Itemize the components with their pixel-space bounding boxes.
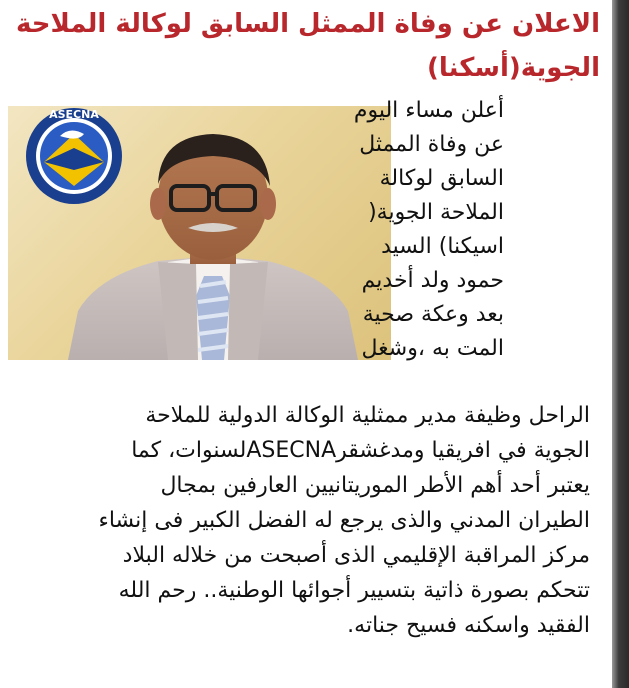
intro-line: حمود ولد أخديم bbox=[361, 268, 504, 293]
title-line-2: الجوية(أسكنا) bbox=[427, 53, 600, 83]
body-line: الفقيد واسكنه فسيح جناته. bbox=[347, 613, 590, 638]
body-line: الجوية في افريقيا ومدغشقرASECNAلسنوات، كما bbox=[131, 438, 590, 463]
title-line-1: الاعلان عن وفاة الممثل السابق لوكالة الملاحة bbox=[15, 9, 600, 39]
body-line: تتحكم بصورة ذاتية بتسيير أجوائها الوطنية.. رحم الله bbox=[118, 578, 590, 603]
body-line: مركز المراقبة الإقليمي الذى أصبحت من خلاله البلاد bbox=[122, 543, 590, 568]
intro-line: أعلن مساء اليوم bbox=[353, 98, 504, 123]
article-intro bbox=[294, 94, 504, 366]
article-title bbox=[4, 2, 600, 90]
intro-line: المت به ،وشغل bbox=[361, 336, 504, 361]
article-body bbox=[0, 398, 590, 643]
body-line: يعتبر أحد أهم الأطر الموريتانيين العارفين بمجال bbox=[160, 473, 590, 498]
body-line: الطيران المدني والذى يرجع له الفضل الكبير فى إنشاء bbox=[98, 508, 590, 533]
body-line: الراحل وظيفة مدير ممثلية الوكالة الدولية للملاحة bbox=[145, 403, 590, 428]
screen-edge bbox=[612, 0, 629, 688]
intro-line: السابق لوكالة bbox=[379, 166, 504, 191]
intro-line: بعد وعكة صحية bbox=[362, 302, 504, 327]
logo-text: ASECNA bbox=[49, 108, 99, 121]
intro-line: اسيكنا) السيد bbox=[381, 234, 504, 259]
intro-line: الملاحة الجوية( bbox=[368, 200, 504, 225]
intro-line: عن وفاة الممثل bbox=[359, 132, 504, 157]
asecna-logo bbox=[26, 108, 122, 204]
